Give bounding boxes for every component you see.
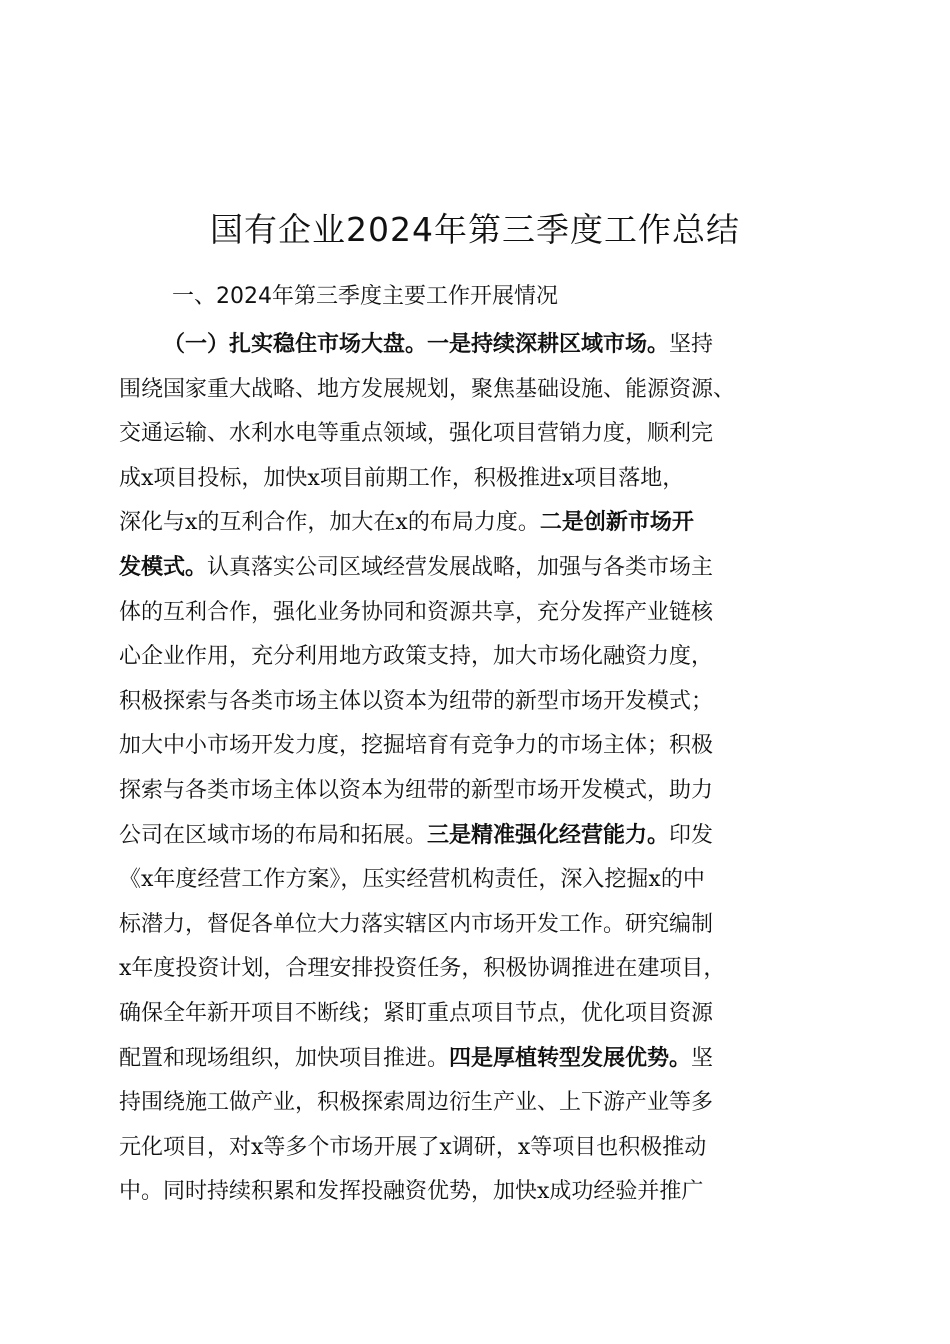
text-segment: 配置和现场组织，加快项目推进。	[119, 1045, 450, 1071]
text-segment: 公司在区域市场的布局和拓展。	[119, 822, 428, 848]
paragraph-line	[119, 1170, 831, 1215]
text-segment: 成x项目投标，加快x项目前期工作，积极推进x项目落地，	[119, 465, 685, 491]
text-segment: x年度投资计划，合理安排投资任务，积极协调推进在建项目，	[119, 956, 726, 982]
paragraph-line	[119, 368, 831, 413]
text-segment: 坚	[691, 1045, 714, 1071]
text-segment: 确保全年新开项目不断线；紧盯重点项目节点，优化项目资源	[119, 1000, 714, 1026]
body-text	[119, 323, 831, 1215]
paragraph-line	[119, 546, 831, 591]
paragraph-line	[119, 412, 831, 457]
paragraph-line	[119, 323, 831, 368]
text-segment: 积极探索与各类市场主体以资本为纽带的新型市场开发模式；	[119, 688, 714, 714]
bold-text-segment: 四是厚植转型发展优势。	[449, 1045, 692, 1071]
paragraph-line	[119, 457, 831, 502]
paragraph-line	[119, 635, 831, 680]
paragraph-line	[119, 992, 831, 1037]
paragraph-line	[119, 680, 831, 725]
paragraph-line	[119, 591, 831, 636]
paragraph-line	[119, 1081, 831, 1126]
text-segment: 印发	[669, 822, 714, 848]
text-segment: 认真落实公司区域经营发展战略，加强与各类市场主	[207, 554, 714, 580]
document-title: 国有企业2024年第三季度工作总结	[210, 210, 740, 249]
paragraph-line	[119, 858, 831, 903]
bold-text-segment: 三是精准强化经营能力。	[427, 822, 670, 848]
text-segment: 坚持	[669, 332, 714, 357]
text-segment: 交通运输、水利水电等重点领域，强化项目营销力度，顺利完	[119, 421, 714, 447]
paragraph-line	[119, 947, 831, 992]
text-segment: 深化与x的互利合作，加大在x的布局力度。	[119, 510, 540, 536]
bold-text-segment: 发模式。	[119, 554, 208, 580]
bold-text-segment: （一）扎实稳住市场大盘。一是持续深耕区域市场。	[163, 332, 670, 357]
paragraph-line	[119, 769, 831, 814]
text-segment: 《x年度经营工作方案》，压实经营机构责任，深入挖掘x的中	[119, 867, 705, 893]
paragraph-line	[119, 1126, 831, 1171]
paragraph-line	[119, 814, 831, 859]
text-segment: 体的互利合作，强化业务协同和资源共享，充分发挥产业链核	[119, 599, 714, 625]
text-segment: 探索与各类市场主体以资本为纽带的新型市场开发模式，助力	[119, 777, 714, 803]
paragraph-line	[119, 501, 831, 546]
paragraph-line	[119, 724, 831, 769]
paragraph-line	[119, 1037, 831, 1082]
text-segment: 持围绕施工做产业，积极探索周边衍生产业、上下游产业等多	[119, 1090, 714, 1116]
text-segment: 加大中小市场开发力度，挖掘培育有竞争力的市场主体；积极	[119, 733, 714, 759]
bold-text-segment: 二是创新市场开	[539, 510, 694, 536]
section-heading: 一、2024年第三季度主要工作开展情况	[172, 284, 558, 309]
paragraph-line	[119, 903, 831, 948]
text-segment: 中。同时持续积累和发挥投融资优势，加快x成功经验并推广	[119, 1179, 704, 1205]
text-segment: 元化项目，对x等多个市场开展了x调研，x等项目也积极推动	[119, 1134, 707, 1160]
text-segment: 心企业作用，充分利用地方政策支持，加大市场化融资力度，	[119, 644, 714, 670]
text-segment: 标潜力，督促各单位大力落实辖区内市场开发工作。研究编制	[119, 911, 714, 937]
text-segment: 围绕国家重大战略、地方发展规划，聚焦基础设施、能源资源、	[119, 376, 736, 402]
